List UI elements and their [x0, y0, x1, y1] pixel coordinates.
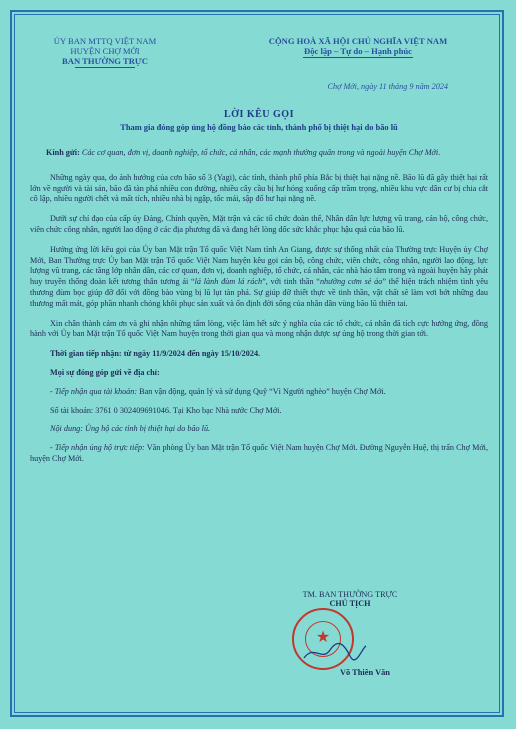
org-underline [75, 67, 135, 68]
nation-line-1: CỘNG HOÀ XÃ HỘI CHỦ NGHĨA VIỆT NAM [268, 36, 448, 46]
issuing-organization [30, 36, 180, 68]
paragraph-4: Xin chân thành cảm ơn và ghi nhận những tấm lòng, việc làm hết sức ý nghĩa của các tổ chức, cá nhân đã tích cực hưởng ứng, đồng hành với Ủy ban Mặt trận Tổ quốc Việt Nam huyện trong thời gian qua và mong nhận được sự ủng hộ trong thời gian tới. [30, 318, 488, 339]
org-line-1: ỦY BAN MTTQ VIỆT NAM [53, 36, 157, 46]
national-motto [228, 36, 488, 68]
recipients-label: Kính gửi: [46, 148, 80, 157]
paragraph-3-part-a: Hưởng ứng lời kêu gọi của Ủy ban Mặt trận Tổ quốc Việt Nam tỉnh An Giang, được sự thống nhất của Thường trực Huyện ủy Chợ Mới, Ban Thường trực Ủy ban Mặt trận Tổ quốc Việt Nam huyện kêu gọi cán bộ, công chức, viên chức, công nhân, người lao động, lực lượng vũ trang, các tầng lớp nhân dân, các cơ quan, đơn vị, doanh nghiệp, tổ chức, cá nhân, các nhà hảo tâm trong và ngoài huyện hãy phát huy truyền thống đoàn kết tương thân tương ái “ [30, 244, 488, 287]
handwritten-signature-icon [300, 640, 370, 664]
org-line-2: HUYỆN CHỢ MỚI [70, 46, 140, 56]
bank-transfer [30, 387, 488, 398]
motto-underline [303, 57, 413, 58]
seal-star-icon: ★ [315, 629, 331, 646]
transfer-content: Nội dung: Ủng hộ các tỉnh bị thiệt hại do bão lũ. [50, 424, 211, 434]
paragraph-3-part-b: ”, với tinh thần “ [262, 277, 320, 287]
document-title: LỜI KÊU GỌI [224, 109, 294, 120]
recipients-text: Các cơ quan, đơn vị, doanh nghiệp, tổ chức, cá nhân, các mạnh thường quân trong và ngoài huyện Chợ Mới. [81, 148, 441, 157]
nation-line-2: Độc lập – Tự do – Hạnh phúc [304, 46, 412, 56]
direct-receipt-text: Văn phòng Ủy ban Mặt trận Tổ quốc Việt Nam huyện Chợ Mới. Đường Nguyễn Huệ, thị trấn Chợ Mới, huyện Chợ Mới. [30, 443, 489, 463]
paragraph-1: Những ngày qua, do ảnh hưởng của cơn bão số 3 (Yagi), các tỉnh, thành phố phía Bắc bị thiệt hại nặng nề. Bão lũ đã gây thiệt hại rất lớn về người và tài sản, bão đã tàn phá nhiều con đường, nhiều cây cầu bị hư hỏng xuống cấp trầm trọng, nhiều khu vực dân cư bị chia cắt cô lập, nhiều người chết và mất tích, nhiều nhà bị ngập, tốc mái, sập đổ hư hại nặng nề. [30, 172, 488, 204]
recipients [30, 148, 488, 159]
paragraph-3-quote-2: nhường cơm sẻ áo [319, 277, 383, 287]
document-date: Chợ Mới, ngày 11 tháng 9 năm 2024 [327, 82, 448, 91]
signer-name: Võ Thiên Văn [340, 668, 390, 677]
direct-receipt-label: - Tiếp nhận ủng hộ trực tiếp: [50, 443, 145, 453]
signature-line-2: CHỦ TỊCH [329, 599, 371, 608]
signature-line-1: TM. BAN THƯỜNG TRỰC [302, 590, 398, 599]
paragraph-3-quote-1: lá lành đùm lá rách [194, 277, 263, 287]
document-content [30, 36, 488, 465]
paragraph-3-part-c: ” thể hiện trách nhiệm tình yêu thương đùm bọc giúp đỡ đối với đồng bào vùng bị lũ lụt tàn phá. Sự giúp đỡ thiết thực về tinh thần, vật chất sẽ làm vơi bớt những đau thương mất mát, góp phần nhanh chóng khôi phục sản xuất và ổn định đời sống của nhân dân vùng bão lũ thiên tai. [30, 277, 489, 308]
org-line-3: BAN THƯỜNG TRỰC [62, 56, 148, 66]
direct-receipt [30, 443, 488, 465]
paragraph-2: Dưới sự chỉ đạo của cấp ủy Đảng, Chính quyền, Mặt trận và các tổ chức đoàn thể, Nhân dân lực lượng vũ trang, cán bộ, công chức, viên chức công nhân, người lao động ở các địa phương đã và đang hết lòng dốc sức khắc phục hậu quả của bão lũ. [30, 214, 488, 234]
bank-transfer-label: - Tiếp nhận qua tài khoản: [50, 386, 138, 396]
contribution-address-label: Mọi sự đóng góp gửi về địa chỉ: [50, 367, 160, 377]
document-header [30, 36, 488, 68]
bank-transfer-text: Ban vận động, quản lý và sử dụng Quỹ “Vì Người nghèo” huyện Chợ Mới. [139, 386, 386, 396]
receiving-period: Thời gian tiếp nhận: từ ngày 11/9/2024 đến ngày 15/10/2024. [50, 349, 261, 359]
signature-block [250, 590, 450, 608]
bank-account: Số tài khoản: 3761 0 302409691046. Tại Kho bạc Nhà nước Chợ Mới. [50, 405, 282, 415]
document-subtitle: Tham gia đóng góp ủng hộ đồng bào các tỉnh, thành phố bị thiệt hại do bão lũ [120, 123, 398, 132]
paragraph-3 [30, 245, 488, 310]
